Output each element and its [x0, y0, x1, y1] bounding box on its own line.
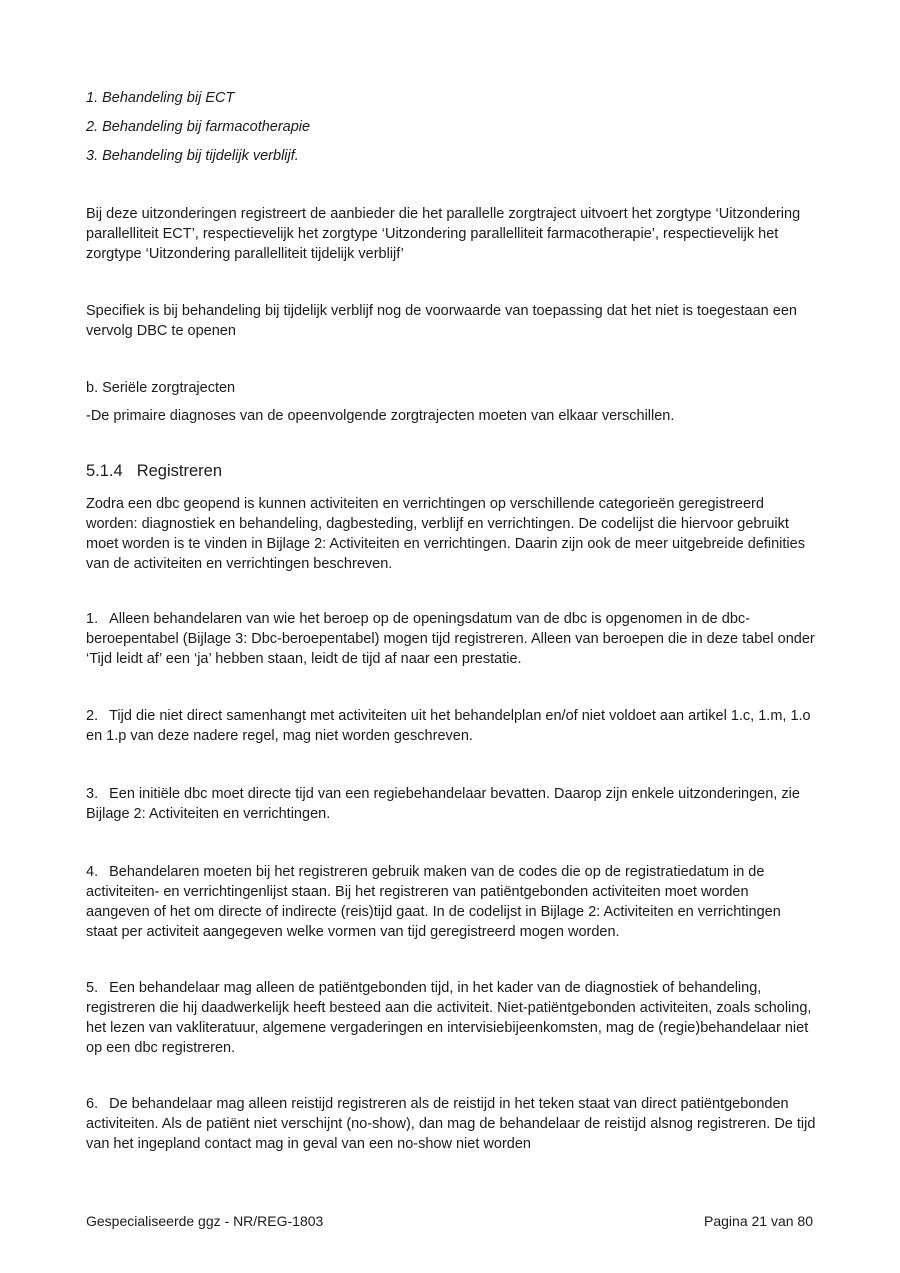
- numbered-paragraph-4: [86, 862, 816, 942]
- paragraph-register-intro: Zodra een dbc geopend is kunnen activiteiten en verrichtingen op verschillende categorieën geregistreerd worden: diagnostiek en behandeling, dagbesteding, verblijf en verrichtingen. De codelijst die hiervoor gebruikt moet worden is te vinden in Bijlage 2: Activiteiten en verrichtingen. Daarin zijn ook de meer uitgebreide definities van de activiteiten en verrichtingen beschreven.: [86, 496, 805, 572]
- footer-document-title: Gespecialiseerde ggz - NR/REG-1803: [86, 1213, 324, 1229]
- item-text: De behandelaar mag alleen reistijd registreren als de reistijd in het teken staat van direct patiëntgebonden activiteiten. Als de patiënt niet verschijnt (no-show), dan mag de behandelaar de reistijd alsnog registreren. De tijd van het ingepland contact mag in geval van een no-show niet worden: [86, 1096, 816, 1152]
- numbered-paragraph-6: [86, 1094, 816, 1154]
- intro-list-item-3: 3. Behandeling bij tijdelijk verblijf.: [86, 148, 299, 164]
- numbered-paragraph-2: [86, 706, 816, 746]
- footer-page-number: Pagina 21 van 80: [704, 1213, 813, 1229]
- section-title: Registreren: [136, 462, 222, 480]
- paragraph-exceptions: Bij deze uitzonderingen registreert de aanbieder die het parallelle zorgtraject uitvoert het zorgtype ‘Uitzondering parallelliteit ECT’, respectievelijk het zorgtype ‘Uitzondering parallelliteit farmacotherapie’, respectievelijk het zorgtype ‘Uitzondering parallelliteit tijdelijk verblijf’: [86, 206, 801, 262]
- item-text: Alleen behandelaren van wie het beroep op de openingsdatum van de dbc is opgenomen in de dbc-beroepentabel (Bijlage 3: Dbc-beroepentabel) mogen tijd registreren. Alleen van beroepen die in deze tabel onder ‘Tijd leidt af’ een ‘ja’ hebben staan, leidt de tijd af naar een prestatie.: [86, 611, 815, 667]
- item-number: 1.: [86, 611, 99, 627]
- numbered-paragraph-1: [86, 609, 816, 669]
- item-text: Tijd die niet direct samenhangt met activiteiten uit het behandelplan en/of niet voldoet aan artikel 1.c, 1.m, 1.o en 1.p van deze nadere regel, mag niet worden geschreven.: [86, 708, 811, 744]
- item-number: 3.: [86, 786, 99, 802]
- section-heading: [86, 460, 816, 482]
- section-number: 5.1.4: [86, 462, 123, 480]
- subheading-serial-care: b. Seriële zorgtrajecten: [86, 380, 236, 396]
- item-number: 5.: [86, 980, 99, 996]
- item-text: Een behandelaar mag alleen de patiëntgebonden tijd, in het kader van de diagnostiek of behandeling, registreren die hij daadwerkelijk heeft besteed aan die activiteit. Niet-patiëntgebonden activiteiten, zoals scholing, het lezen van vakliteratuur, algemene vergaderingen en intervisiebijeenkomsten, mag de (regie)behandelaar niet op een dbc registreren.: [86, 980, 812, 1056]
- numbered-paragraph-5: [86, 978, 816, 1058]
- page-footer: [86, 1212, 813, 1230]
- item-text: Behandelaren moeten bij het registreren gebruik maken van de codes die op de registratiedatum in de activiteiten- en verrichtingenlijst staan. Bij het registreren van patiëntgebonden activiteiten moet worden aangeven of het om directe of indirecte (reis)tijd gaat. In de codelijst in Bijlage 2: Activiteiten en verrichtingen staat per activiteit aangegeven welke vormen van tijd geregistreerd mogen worden.: [86, 864, 781, 940]
- item-number: 4.: [86, 864, 99, 880]
- paragraph-specifiek: Specifiek is bij behandeling bij tijdelijk verblijf nog de voorwaarde van toepassing dat het niet is toegestaan een vervolg DBC te openen: [86, 303, 797, 339]
- document-content: [86, 0, 816, 1154]
- paragraph-serial-care: -De primaire diagnoses van de opeenvolgende zorgtrajecten moeten van elkaar verschillen.: [86, 408, 675, 424]
- intro-list-item-1: 1. Behandeling bij ECT: [86, 90, 235, 106]
- item-text: Een initiële dbc moet directe tijd van een regiebehandelaar bevatten. Daarop zijn enkele uitzonderingen, zie Bijlage 2: Activiteiten en verrichtingen.: [86, 786, 800, 822]
- numbered-paragraph-3: [86, 784, 816, 824]
- item-number: 2.: [86, 708, 99, 724]
- intro-list-item-2: 2. Behandeling bij farmacotherapie: [86, 119, 311, 135]
- item-number: 6.: [86, 1096, 99, 1112]
